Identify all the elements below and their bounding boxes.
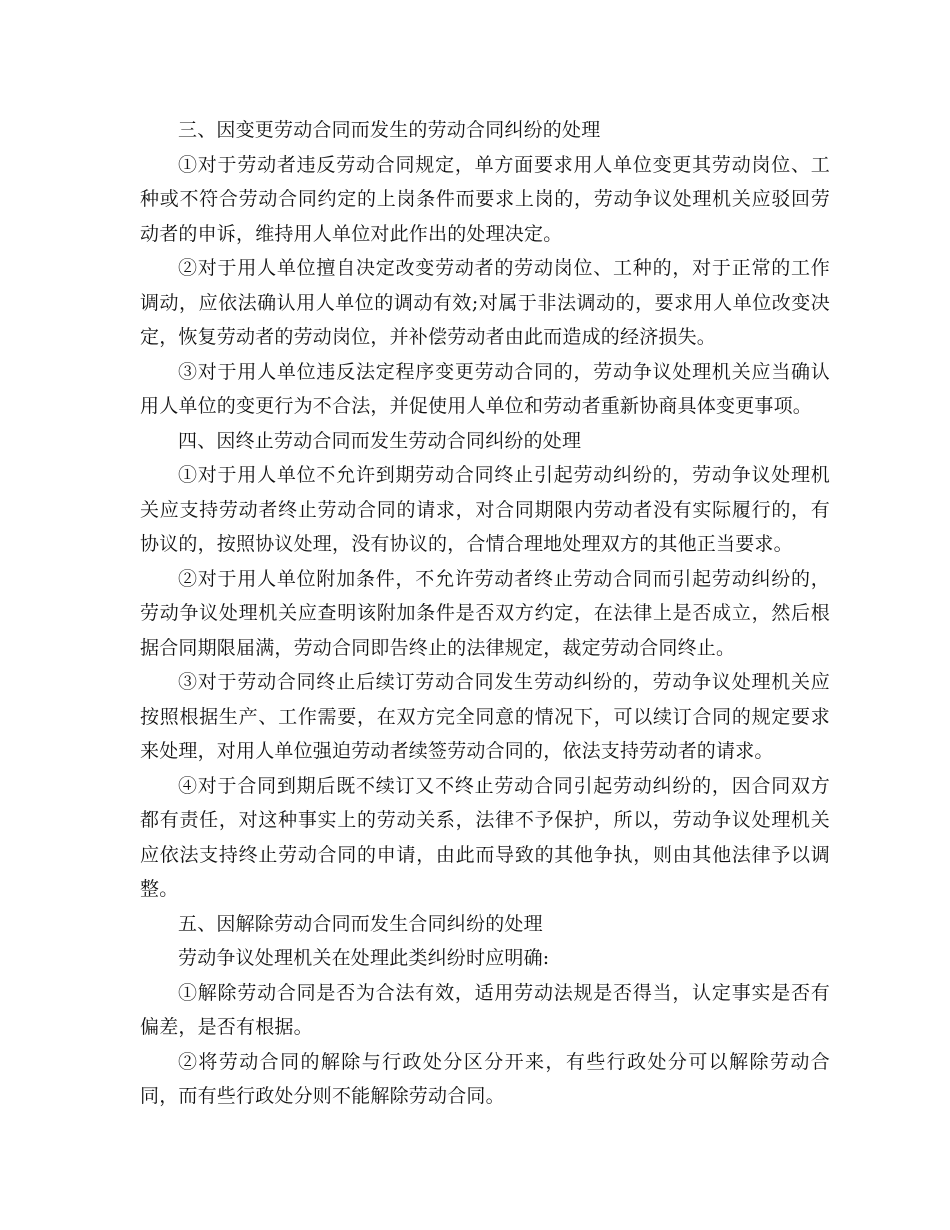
paragraph: 劳动争议处理机关在处理此类纠纷时应明确:	[178, 947, 550, 969]
paragraph: ③对于劳动合同终止后续订劳动合同发生劳动纠纷的，劳动争议处理机关应按照根据生产、工作需要，在双方完全同意的情况下，可以续订合同的规定要求来处理，对用人单位强迫劳动者续签劳动合同的，依法支持劳动者的请求。	[140, 671, 830, 762]
paragraph: ①对于劳动者违反劳动合同规定，单方面要求用人单位变更其劳动岗位、工种或不符合劳动合同约定的上岗条件而要求上岗的，劳动争议处理机关应驳回劳动者的申诉，维持用人单位对此作出的处理决定。	[140, 153, 830, 245]
section-heading-3: 三、因变更劳动合同而发生的劳动合同纠纷的处理	[178, 119, 601, 141]
section-heading-4: 四、因终止劳动合同而发生劳动合同纠纷的处理	[178, 429, 582, 452]
paragraph: ①对于用人单位不允许到期劳动合同终止引起劳动纠纷的，劳动争议处理机关应支持劳动者终止劳动合同的请求，对合同期限内劳动者没有实际履行的，有协议的，按照协议处理，没有协议的，合情合理地处理双方的其他正当要求。	[140, 464, 830, 555]
paragraph: ②将劳动合同的解除与行政处分区分开来，有些行政处分可以解除劳动合同，而有些行政处分则不能解除劳动合同。	[140, 1050, 830, 1107]
paragraph: ①解除劳动合同是否为合法有效，适用劳动法规是否得当，认定事实是否有偏差，是否有根据。	[140, 981, 830, 1038]
paragraph: ②对于用人单位擅自决定改变劳动者的劳动岗位、工种的，对于正常的工作调动，应依法确认用人单位的调动有效;对属于非法调动的，要求用人单位改变决定，恢复劳动者的劳动岗位，并补偿劳动者由此而造成的经济损失。	[140, 257, 830, 348]
paragraph: ③对于用人单位违反法定程序变更劳动合同的，劳动争议处理机关应当确认用人单位的变更行为不合法，并促使用人单位和劳动者重新协商具体变更事项。	[140, 360, 830, 417]
document-body	[140, 113, 830, 1114]
section-heading-5: 五、因解除劳动合同而发生合同纠纷的处理	[178, 912, 543, 935]
paragraph: ②对于用人单位附加条件，不允许劳动者终止劳动合同而引起劳动纠纷的，劳动争议处理机关应查明该附加条件是否双方约定，在法律上是否成立，然后根据合同期限届满，劳动合同即告终止的法律规定，裁定劳动合同终止。	[140, 567, 830, 659]
paragraph: ④对于合同到期后既不续订又不终止劳动合同引起劳动纠纷的，因合同双方都有责任，对这种事实上的劳动关系，法律不予保护，所以，劳动争议处理机关应依法支持终止劳动合同的申请，由此而导致的其他争执，则由其他法律予以调整。	[140, 774, 830, 900]
